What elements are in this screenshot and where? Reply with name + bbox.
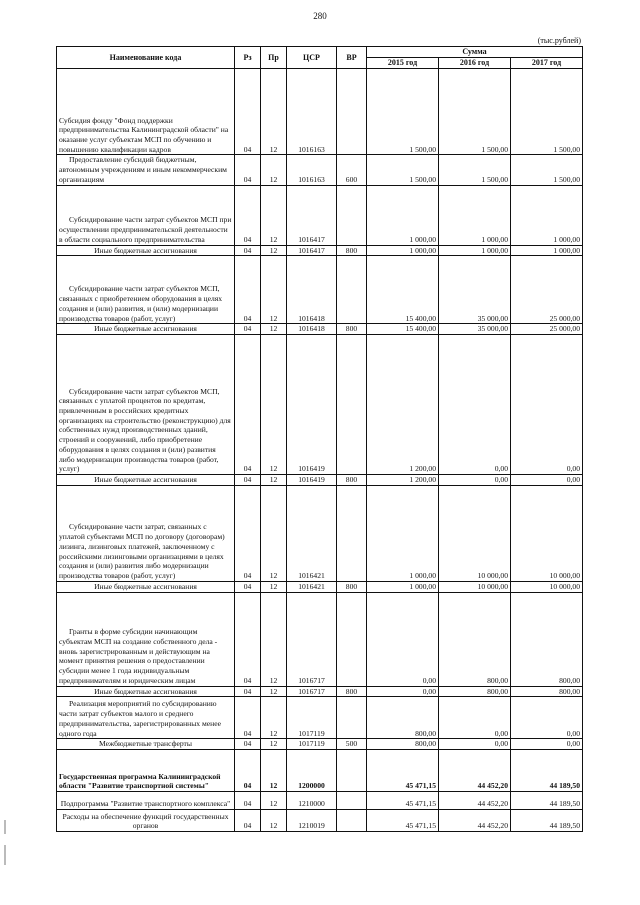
cell-name: Государственная программа Калининградской области "Развитие транспортной системы"	[57, 749, 235, 791]
cell-csr: 1016418	[287, 256, 337, 324]
cell-pr: 12	[261, 739, 287, 750]
cell-name: Иные бюджетные ассигнования	[57, 324, 235, 335]
cell-2017: 0,00	[511, 335, 583, 475]
cell-2016: 44 452,20	[439, 749, 511, 791]
cell-pr: 12	[261, 155, 287, 185]
cell-2016: 44 452,20	[439, 791, 511, 809]
cell-2017: 10 000,00	[511, 485, 583, 581]
cell-vr	[337, 185, 367, 245]
cell-2017: 44 189,50	[511, 749, 583, 791]
table-row	[57, 155, 583, 185]
cell-2015: 1 000,00	[367, 485, 439, 581]
cell-name: Иные бюджетные ассигнования	[57, 581, 235, 592]
cell-2016: 0,00	[439, 475, 511, 486]
cell-name: Субсидирование части затрат субъектов МСП при осуществлении предпринимательской деятельности в области социального предпринимательства	[57, 185, 235, 245]
cell-name: Подпрограмма "Развитие транспортного комплекса"	[57, 791, 235, 809]
cell-rz: 04	[235, 485, 261, 581]
cell-vr	[337, 749, 367, 791]
units-label: (тыс.рублей)	[537, 36, 581, 45]
cell-csr: 1210019	[287, 809, 337, 831]
cell-vr	[337, 69, 367, 155]
cell-pr: 12	[261, 256, 287, 324]
scan-artifact	[4, 845, 6, 865]
cell-pr: 12	[261, 592, 287, 686]
cell-vr: 600	[337, 155, 367, 185]
cell-2017: 800,00	[511, 686, 583, 697]
cell-vr	[337, 697, 367, 739]
cell-name: Иные бюджетные ассигнования	[57, 475, 235, 486]
cell-2016: 35 000,00	[439, 324, 511, 335]
table-row	[57, 739, 583, 750]
cell-csr: 1016421	[287, 581, 337, 592]
cell-csr: 1017119	[287, 697, 337, 739]
table-row	[57, 791, 583, 809]
cell-2016: 1 500,00	[439, 69, 511, 155]
cell-vr	[337, 485, 367, 581]
cell-pr: 12	[261, 245, 287, 256]
table-row	[57, 581, 583, 592]
table-row	[57, 256, 583, 324]
cell-2016: 1 000,00	[439, 185, 511, 245]
header-name: Наименование кода	[57, 47, 235, 69]
cell-pr: 12	[261, 69, 287, 155]
cell-pr: 12	[261, 791, 287, 809]
table-row	[57, 335, 583, 475]
cell-pr: 12	[261, 324, 287, 335]
cell-2016: 0,00	[439, 697, 511, 739]
cell-vr: 800	[337, 686, 367, 697]
cell-name: Реализация мероприятий по субсидированию части затрат субъектов малого и среднего предпринимательства, зарегистрированных менее одного года	[57, 697, 235, 739]
cell-csr: 1016163	[287, 155, 337, 185]
cell-2017: 1 500,00	[511, 69, 583, 155]
cell-csr: 1210000	[287, 791, 337, 809]
table-row	[57, 485, 583, 581]
table-row	[57, 245, 583, 256]
header-rz: Рз	[235, 47, 261, 69]
cell-pr: 12	[261, 809, 287, 831]
cell-vr	[337, 592, 367, 686]
cell-rz: 04	[235, 245, 261, 256]
cell-2017: 1 500,00	[511, 155, 583, 185]
cell-csr: 1016163	[287, 69, 337, 155]
budget-table	[56, 46, 583, 832]
cell-2017: 25 000,00	[511, 256, 583, 324]
cell-csr: 1016419	[287, 475, 337, 486]
cell-2015: 1 200,00	[367, 335, 439, 475]
table-row	[57, 475, 583, 486]
cell-2017: 0,00	[511, 475, 583, 486]
cell-2015: 1 000,00	[367, 245, 439, 256]
cell-rz: 04	[235, 335, 261, 475]
cell-2015: 0,00	[367, 592, 439, 686]
cell-vr	[337, 256, 367, 324]
cell-name: Предоставление субсидий бюджетным, автономным учреждениям и иным некоммерческим организациям	[57, 155, 235, 185]
cell-pr: 12	[261, 485, 287, 581]
cell-csr: 1016421	[287, 485, 337, 581]
cell-pr: 12	[261, 581, 287, 592]
table-body	[57, 69, 583, 831]
table-row	[57, 749, 583, 791]
cell-name: Субсидирование части затрат субъектов МСП, связанных с уплатой процентов по кредитам, привлеченным в российских кредитных организациях на строительство (реконструкцию) для собственных нужд производственных зданий, строений и сооружений, либо приобретение оборудования в целях создания и (или) развития либо модернизации производства товаров (работ, услуг)	[57, 335, 235, 475]
cell-vr	[337, 791, 367, 809]
cell-2016: 35 000,00	[439, 256, 511, 324]
cell-pr: 12	[261, 686, 287, 697]
cell-2016: 1 500,00	[439, 155, 511, 185]
cell-name: Расходы на обеспечение функций государственных органов	[57, 809, 235, 831]
cell-vr: 800	[337, 245, 367, 256]
cell-rz: 04	[235, 185, 261, 245]
cell-name: Иные бюджетные ассигнования	[57, 686, 235, 697]
header-year-2015: 2015 год	[367, 58, 439, 69]
cell-2017: 44 189,50	[511, 791, 583, 809]
cell-2015: 1 500,00	[367, 155, 439, 185]
cell-rz: 04	[235, 686, 261, 697]
cell-2015: 1 000,00	[367, 581, 439, 592]
cell-csr: 1016418	[287, 324, 337, 335]
cell-rz: 04	[235, 749, 261, 791]
cell-2016: 10 000,00	[439, 485, 511, 581]
cell-2017: 0,00	[511, 697, 583, 739]
header-pr: Пр	[261, 47, 287, 69]
cell-rz: 04	[235, 69, 261, 155]
table-row	[57, 809, 583, 831]
cell-2015: 45 471,15	[367, 791, 439, 809]
cell-2015: 45 471,15	[367, 809, 439, 831]
cell-2015: 1 000,00	[367, 185, 439, 245]
page-number: 280	[313, 11, 327, 21]
cell-2017: 800,00	[511, 592, 583, 686]
header-sum: Сумма	[367, 47, 583, 58]
cell-2015: 800,00	[367, 697, 439, 739]
cell-name: Субсидирование части затрат, связанных с уплатой субъектами МСП по договору (договорам) лизинга, лизинговых платежей, заключенному с российскими лизинговыми организациями в целях создания и (или) развития либо модернизации производства товаров (работ, услуг)	[57, 485, 235, 581]
cell-2015: 0,00	[367, 686, 439, 697]
cell-rz: 04	[235, 256, 261, 324]
cell-rz: 04	[235, 697, 261, 739]
cell-vr	[337, 809, 367, 831]
cell-2015: 45 471,15	[367, 749, 439, 791]
table-row	[57, 592, 583, 686]
cell-pr: 12	[261, 335, 287, 475]
cell-2016: 0,00	[439, 335, 511, 475]
table-row	[57, 69, 583, 155]
cell-2016: 44 452,20	[439, 809, 511, 831]
cell-csr: 1016417	[287, 185, 337, 245]
scan-artifact	[4, 820, 6, 834]
cell-vr: 800	[337, 324, 367, 335]
cell-rz: 04	[235, 475, 261, 486]
cell-2016: 0,00	[439, 739, 511, 750]
cell-vr: 800	[337, 475, 367, 486]
cell-csr: 1016417	[287, 245, 337, 256]
cell-csr: 1016717	[287, 686, 337, 697]
table-row	[57, 324, 583, 335]
cell-rz: 04	[235, 739, 261, 750]
cell-rz: 04	[235, 809, 261, 831]
cell-2016: 1 000,00	[439, 245, 511, 256]
cell-rz: 04	[235, 791, 261, 809]
header-year-2017: 2017 год	[511, 58, 583, 69]
cell-csr: 1200000	[287, 749, 337, 791]
header-csr: ЦСР	[287, 47, 337, 69]
cell-pr: 12	[261, 475, 287, 486]
header-vr: ВР	[337, 47, 367, 69]
cell-2017: 0,00	[511, 739, 583, 750]
table-row	[57, 686, 583, 697]
cell-name: Субсидия фонду "Фонд поддержки предпринимательства Калининградской области" на оказание услуг субъектам МСП по обучению и повышению квалификации кадров	[57, 69, 235, 155]
cell-name: Гранты в форме субсидии начинающим субъектам МСП на создание собственного дела - вновь зарегистрированным и действующим на момент принятия решения о предоставлении субсидии менее 1 года индивидуальным предпринимателям и юридическим лицам	[57, 592, 235, 686]
cell-2017: 44 189,50	[511, 809, 583, 831]
cell-pr: 12	[261, 749, 287, 791]
cell-csr: 1017119	[287, 739, 337, 750]
table-row	[57, 697, 583, 739]
cell-2015: 1 500,00	[367, 69, 439, 155]
cell-2016: 800,00	[439, 686, 511, 697]
cell-2017: 10 000,00	[511, 581, 583, 592]
cell-vr: 800	[337, 581, 367, 592]
cell-pr: 12	[261, 185, 287, 245]
cell-2015: 1 200,00	[367, 475, 439, 486]
cell-2016: 10 000,00	[439, 581, 511, 592]
cell-2017: 25 000,00	[511, 324, 583, 335]
cell-rz: 04	[235, 324, 261, 335]
cell-name: Иные бюджетные ассигнования	[57, 245, 235, 256]
cell-rz: 04	[235, 581, 261, 592]
table-row	[57, 185, 583, 245]
cell-vr	[337, 335, 367, 475]
cell-vr: 500	[337, 739, 367, 750]
cell-2017: 1 000,00	[511, 185, 583, 245]
cell-name: Субсидирование части затрат субъектов МСП, связанных с приобретением оборудования в целях создания и (или) развития, и (или) модернизации производства товаров (работ, услуг)	[57, 256, 235, 324]
header-year-2016: 2016 год	[439, 58, 511, 69]
cell-name: Межбюджетные трансферты	[57, 739, 235, 750]
cell-pr: 12	[261, 697, 287, 739]
cell-2015: 800,00	[367, 739, 439, 750]
cell-2015: 15 400,00	[367, 324, 439, 335]
cell-rz: 04	[235, 592, 261, 686]
cell-csr: 1016717	[287, 592, 337, 686]
cell-rz: 04	[235, 155, 261, 185]
cell-2015: 15 400,00	[367, 256, 439, 324]
cell-csr: 1016419	[287, 335, 337, 475]
cell-2017: 1 000,00	[511, 245, 583, 256]
cell-2016: 800,00	[439, 592, 511, 686]
